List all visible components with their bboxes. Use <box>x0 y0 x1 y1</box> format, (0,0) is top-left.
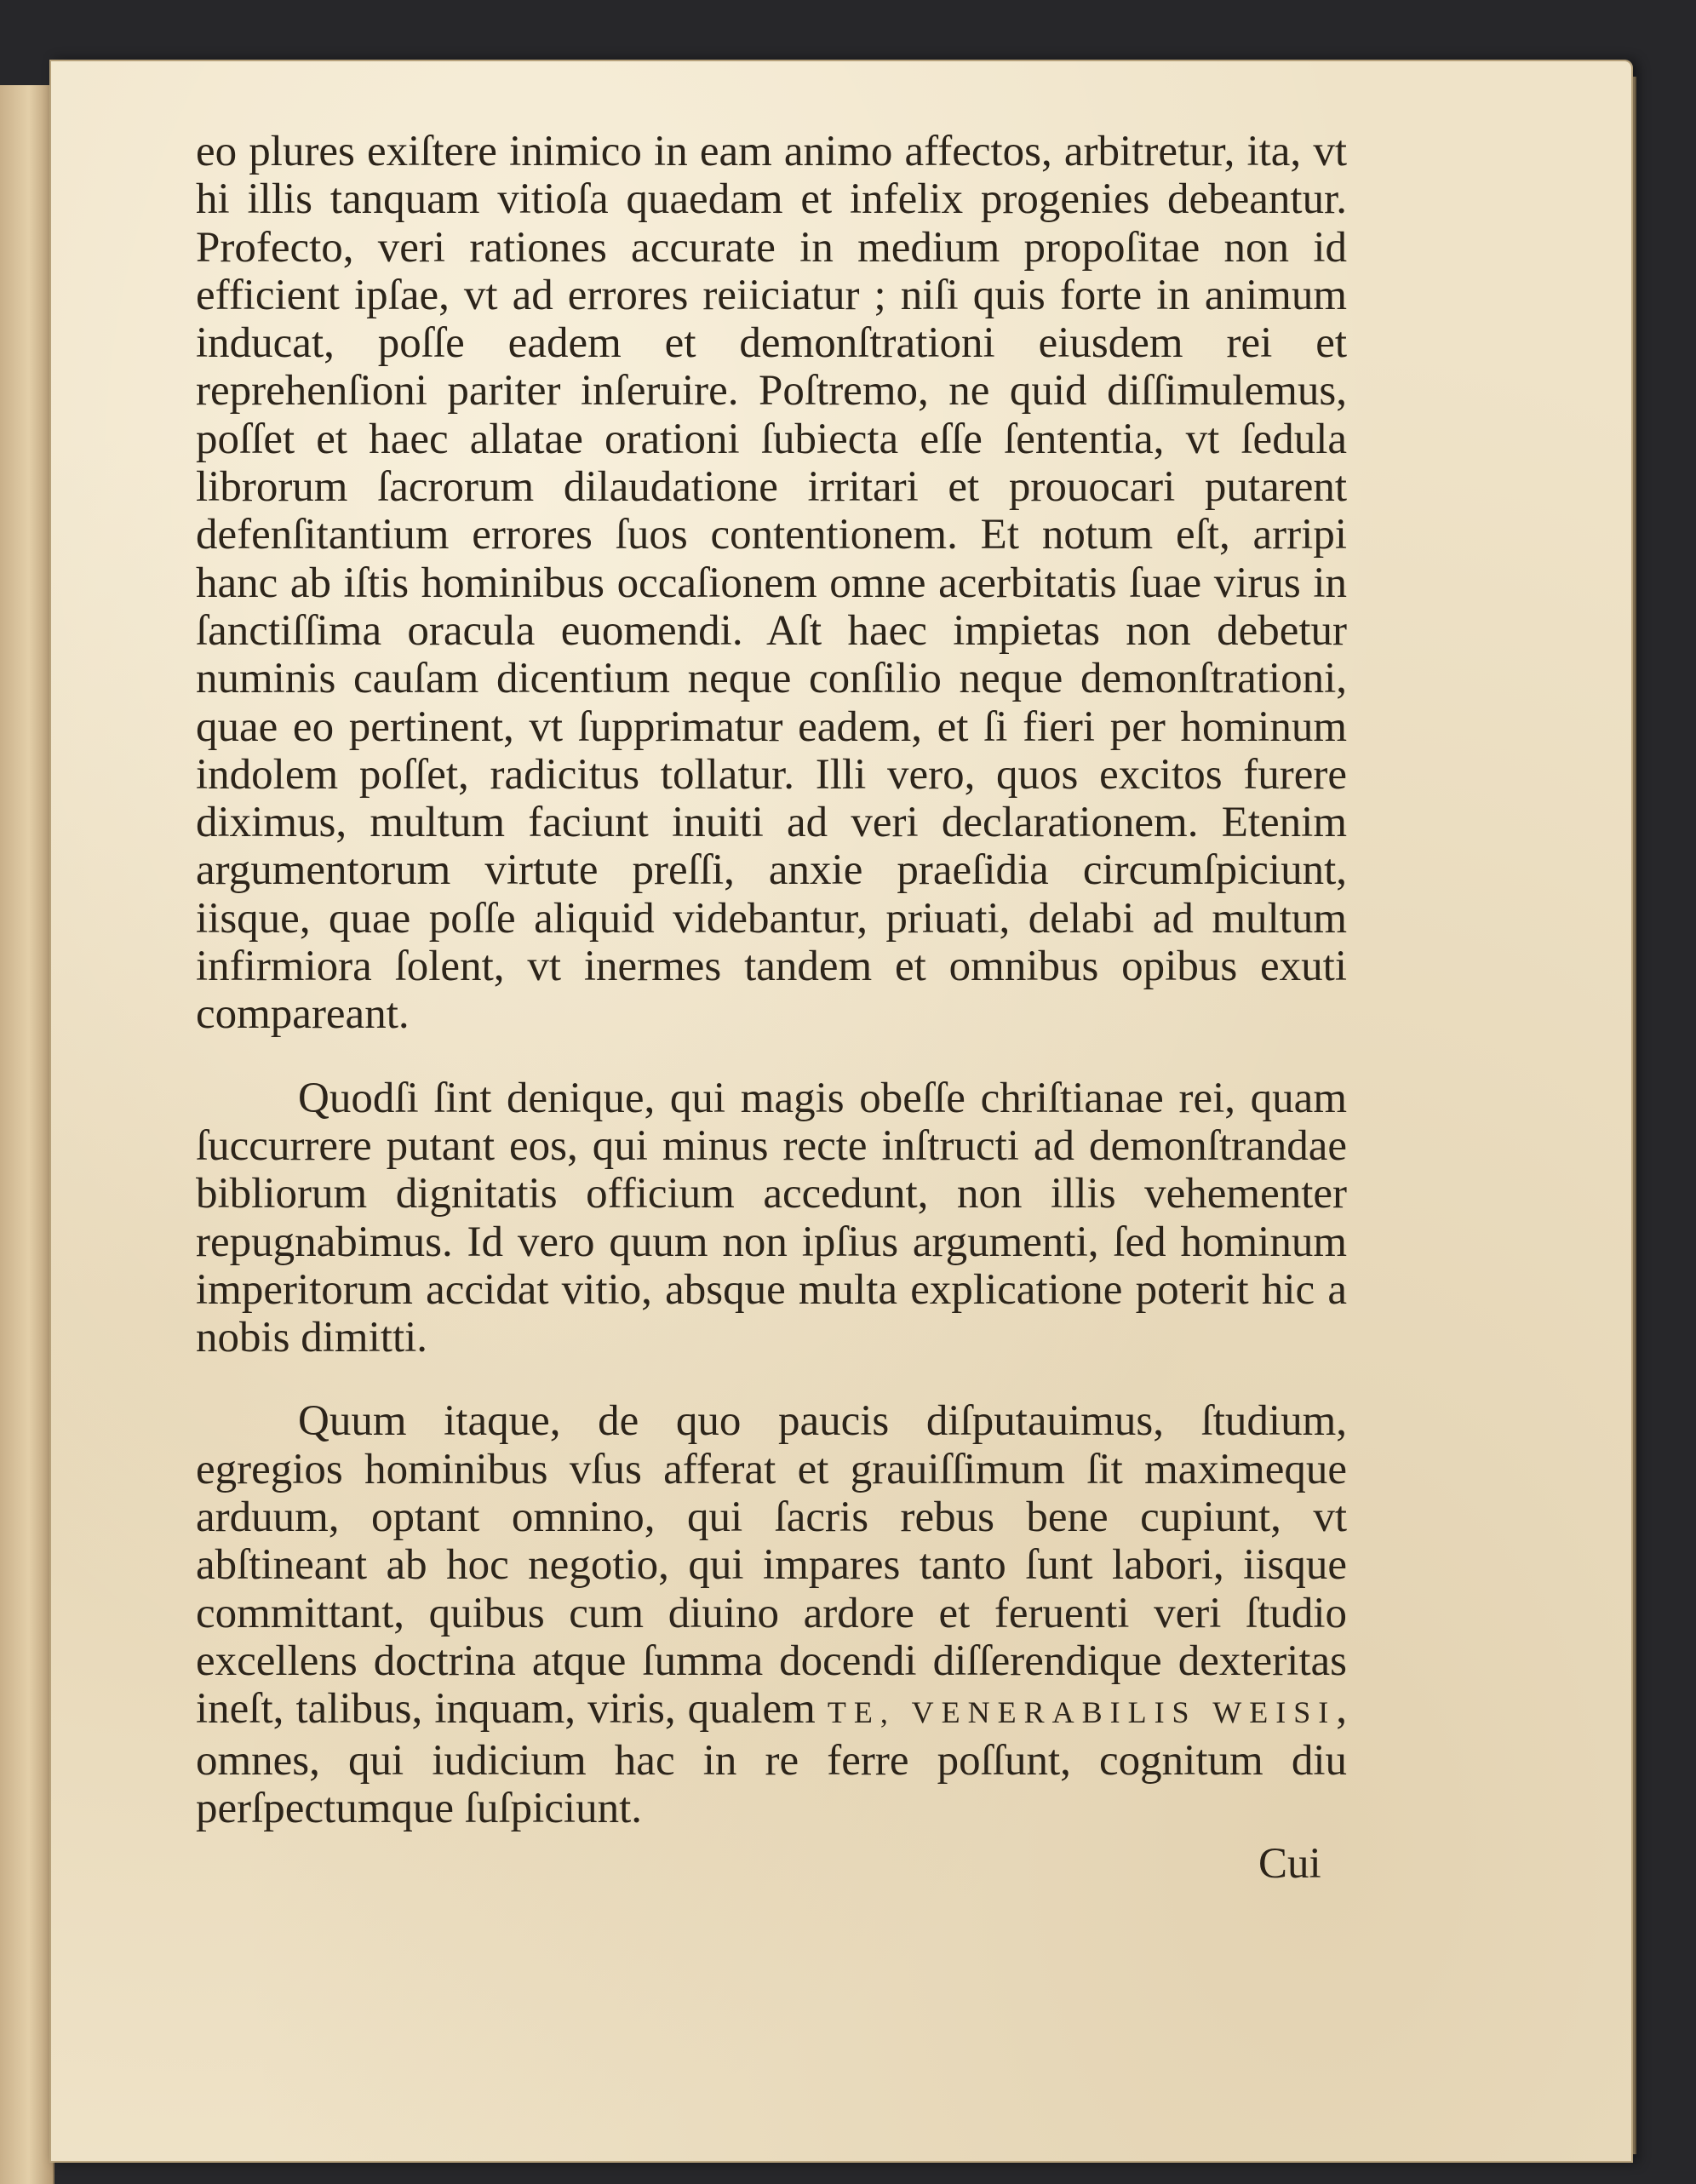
paragraph-3-text-end: , omnes, qui iudicium hac in re ferre poſſunt, cognitum diu perſpectumque ſuſpiciunt. <box>196 1685 1347 1832</box>
paragraph-3 <box>196 1397 1347 1832</box>
paragraph-3-text-start: Quum itaque, de quo paucis diſputauimus, ſtudium, egregios hominibus vſus afferat et grauiſſimum ſit maximeque arduum, optant omnino, qui ſacris rebus bene cupiunt, vt abſtineant ab hoc negotio, qui impares tanto ſunt labori, iisque committant, quibus cum diuino ardore et feruenti veri ſtudio excellens doctrina atque ſumma docendi diſſerendique dexteritas ineſt, talibus, inquam, viris, qualem <box>196 1397 1347 1734</box>
body-text <box>196 128 1347 1832</box>
paragraph-2: Quodſi ſint denique, qui magis obeſſe chriſtianae rei, quam ſuccurrere putant eos, qui minus recte inſtructi ad demonſtrandae bibliorum dignitatis officium accedunt, non illis vehementer repugnabimus. Id vero quum non ipſius argumenti, ſed hominum imperitorum accidat vitio, absque multa explicatione poterit hic a nobis dimitti. <box>196 1074 1347 1362</box>
dedicatee-name: TE, VENERABILIS WEISI <box>827 1695 1337 1730</box>
catchword: Cui <box>1258 1840 1321 1888</box>
paragraph-1: eo plures exiſtere inimico in eam animo affectos, arbitretur, ita, vt hi illis tanquam vitioſa quaedam et infelix progenies debeantur. Profecto, veri rationes accurate in medium propoſitae non id efficient ipſae, vt ad errores reiiciatur ; niſi quis forte in animum inducat, poſſe eadem et demonſtrationi eiusdem rei et reprehenſioni pariter inſeruire. Poſtremo, ne quid diſſimulemus, poſſet et haec allatae orationi ſubiecta eſſe ſententia, vt ſedula librorum ſacrorum dilaudatione irritari et prouocari putarent defenſitantium errores ſuos contentionem. Et notum eſt, arripi hanc ab iſtis hominibus occaſionem omne acerbitatis ſuae virus in ſanctiſſima oracula euomendi. Aſt haec impietas non debetur numinis cauſam dicentium neque conſilio neque demonſtrationi, quae eo pertinent, vt ſupprimatur eadem, et ſi fieri per hominum indolem poſſet, radicitus tollatur. Illi vero, quos excitos furere diximus, multum faciunt inuiti ad veri declarationem. Etenim argumentorum virtute preſſi, anxie praeſidia circumſpiciunt, iisque, quae poſſe aliquid videbantur, priuati, delabi ad multum infirmiora ſolent, vt inermes tandem et omnibus opibus exuti compareant. <box>196 128 1347 1039</box>
previous-page-edge <box>0 85 54 2184</box>
